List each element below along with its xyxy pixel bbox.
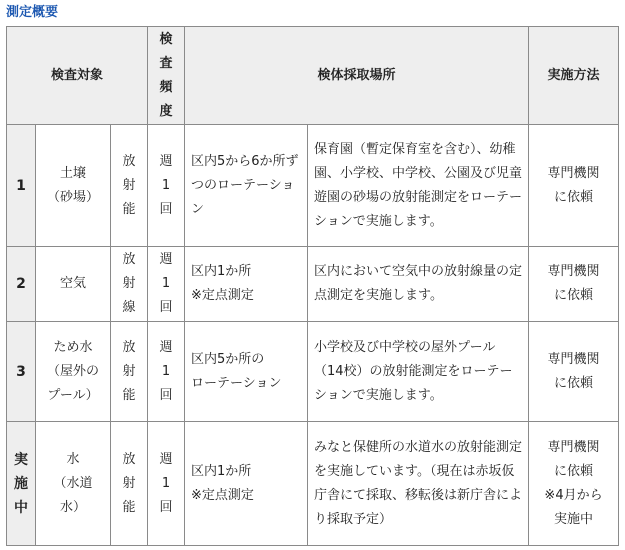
frequency-cell (148, 247, 185, 322)
method-cell: 専門機関 に依頼 (529, 125, 619, 247)
type-label: 放射能 (122, 153, 136, 217)
place-cell: 区内1か所 ※定点測定 (185, 422, 308, 546)
row-number: 1 (7, 125, 36, 247)
header-method: 実施方法 (529, 27, 619, 125)
header-frequency (148, 27, 185, 125)
type-cell (111, 422, 148, 546)
table-row (7, 247, 619, 322)
method-cell: 専門機関 に依頼 (529, 322, 619, 422)
detail-cell: 小学校及び中学校の屋外プール（14校）の放射能測定をローテーションで実施します。 (308, 322, 529, 422)
frequency-label: 週1回 (159, 451, 173, 515)
header-frequency-label: 検査頻度 (159, 31, 173, 119)
table-row (7, 322, 619, 422)
type-cell (111, 322, 148, 422)
method-cell: 専門機関 に依頼 (529, 247, 619, 322)
place-cell: 区内5か所の ローテーション (185, 322, 308, 422)
header-row (7, 27, 619, 125)
target-cell: 水 （水道 水） (36, 422, 111, 546)
header-target: 検査対象 (7, 27, 148, 125)
place-cell: 区内5から6か所ずつのローテーション (185, 125, 308, 247)
type-label: 放射線 (122, 252, 136, 315)
frequency-label: 週1回 (159, 339, 173, 403)
table-row (7, 422, 619, 546)
row-status-label: 実施中 (14, 451, 28, 516)
type-cell (111, 125, 148, 247)
row-number: 3 (7, 322, 36, 422)
target-cell: 土壌 （砂場） (36, 125, 111, 247)
section-heading: 測定概要 (6, 5, 59, 20)
type-label: 放射能 (122, 451, 136, 515)
detail-cell: 保育園（暫定保育室を含む）、幼稚園、小学校、中学校、公園及び児童遊園の砂場の放射能測定をローテーションで実施します。 (308, 125, 529, 247)
type-cell (111, 247, 148, 322)
frequency-cell (148, 322, 185, 422)
header-location: 検体採取場所 (185, 27, 529, 125)
target-cell: 空気 (36, 247, 111, 322)
measurement-table (6, 26, 619, 546)
frequency-label: 週1回 (159, 153, 173, 217)
method-cell: 専門機関 に依頼 ※4月から 実施中 (529, 422, 619, 546)
frequency-cell (148, 422, 185, 546)
frequency-label: 週1回 (159, 252, 173, 315)
target-cell: ため水 （屋外の プール） (36, 322, 111, 422)
table-row (7, 125, 619, 247)
frequency-cell (148, 125, 185, 247)
row-number (7, 422, 36, 546)
row-number: 2 (7, 247, 36, 322)
detail-cell: みなと保健所の水道水の放射能測定を実施しています。（現在は赤坂仮庁舎にて採取、移転後は新庁舎により採取予定） (308, 422, 529, 546)
place-cell: 区内1か所 ※定点測定 (185, 247, 308, 322)
type-label: 放射能 (122, 339, 136, 403)
detail-cell: 区内において空気中の放射線量の定点測定を実施します。 (308, 247, 529, 322)
